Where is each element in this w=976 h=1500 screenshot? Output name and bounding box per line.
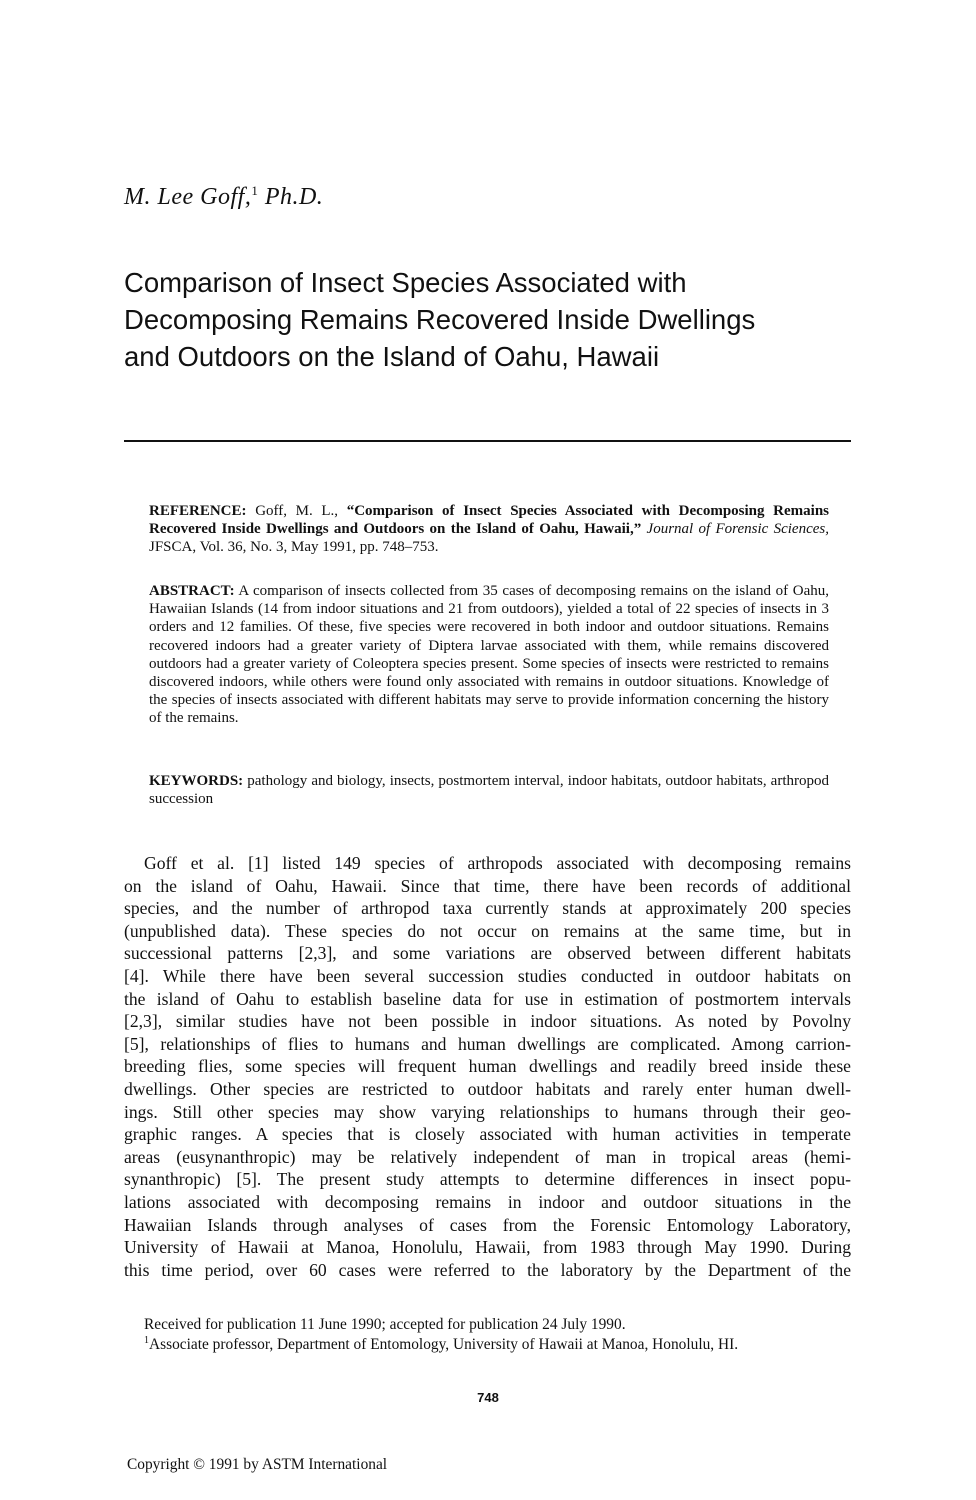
footnote-received: Received for publication 11 June 1990; accepted for publication 24 July 1990. (144, 1316, 626, 1333)
title-line-1: Comparison of Insect Species Associated with (124, 267, 687, 298)
title-divider (124, 440, 851, 442)
body-line: breeding flies, some species will frequent human dwellings and readily breed inside these (124, 1056, 851, 1077)
reference-label: REFERENCE: (149, 503, 247, 519)
body-line: Goff et al. [1] listed 149 species of arthropods associated with decomposing remains (144, 853, 851, 873)
body-line: (unpublished data). These species do not occur on remains at the same time, but in (124, 920, 851, 941)
body-line: [5], relationships of flies to humans and human dwellings are complicated. Among carrion- (124, 1033, 851, 1054)
keywords-block (149, 772, 829, 808)
reference-journal: Journal of Forensic Sciences, (646, 521, 829, 538)
reference-article-title: “Comparison of Insect Species Associated with Decomposing Remains Recovered Inside Dwellings and Outdoors on the Island of Oahu, Hawaii,” (149, 503, 829, 538)
title-line-2: Decomposing Remains Recovered Inside Dwellings (124, 304, 756, 335)
keywords-label: KEYWORDS: (149, 773, 244, 789)
body-line: graphic ranges. A species that is closely associated with human activities in temperate (124, 1124, 851, 1145)
body-line: successional patterns [2,3], and some variations are observed between different habitats (124, 943, 851, 964)
footnote-affiliation (144, 1335, 854, 1354)
abstract-text: A comparison of insects collected from 35 cases of decomposing remains on the island of Oahu, Hawaiian Islands (14 from indoor situations and 21 from outdoors), yielded a total of 22 species of insects in 3 orders and 12 families. Of these, five species were recovered in both indoor and outdoor situations. Remains recovered indoors had a greater variety of Diptera larvae associated with them, while remains discovered outdoors had a greater variety of Coleoptera species present. Some species of insects were restricted to remains discovered indoors, while others were found only associated with remains in outdoor situations. Knowledge of the species of insects associated with different habitats may serve to provide information concerning the history of the remains. (149, 583, 829, 727)
body-line: dwellings. Other species are restricted to outdoor habitats and rarely enter human dwell- (124, 1078, 851, 1099)
author-degree: Ph.D. (264, 184, 324, 210)
body-line: University of Hawaii at Manoa, Honolulu, Hawaii, from 1983 through May 1990. During (124, 1237, 851, 1258)
copyright-notice: Copyright © 1991 by ASTM International (127, 1456, 388, 1473)
page-number: 748 (477, 1390, 499, 1405)
affiliation-marker: 1 (144, 1335, 149, 1346)
reference-authors: Goff, M. L., (255, 503, 347, 519)
body-line: areas (eusynanthropic) may be relatively independent of man in tropical areas (hemi- (124, 1146, 851, 1167)
paper-title (124, 264, 864, 375)
title-line-3: and Outdoors on the Island of Oahu, Hawaii (124, 341, 660, 372)
body-line: synanthropic) [5]. The present study attempts to determine differences in insect popu- (124, 1169, 851, 1190)
keywords-text: pathology and biology, insects, postmortem interval, indoor habitats, outdoor habitats, arthropod succession (149, 773, 830, 808)
body-line: Hawaiian Islands through analyses of cases from the Forensic Entomology Laboratory, (124, 1214, 851, 1235)
body-line: ings. Still other species may show varying relationships to humans through their geo- (124, 1101, 851, 1122)
body-paragraph (124, 852, 851, 1281)
author-line (124, 183, 323, 211)
body-line: this time period, over 60 cases were referred to the laboratory by the Department of the (124, 1259, 851, 1280)
body-line: [4]. While there have been several succession studies conducted in outdoor habitats on (124, 965, 851, 986)
reference-block (149, 502, 829, 557)
body-line: the island of Oahu to establish baseline data for use in estimation of postmortem intervals (124, 988, 851, 1009)
reference-details: JFSCA, Vol. 36, No. 3, May 1991, pp. 748–753. (149, 539, 439, 556)
abstract-label: ABSTRACT: (149, 583, 235, 599)
author-footnote-marker: 1 (251, 183, 259, 198)
abstract-block (149, 582, 829, 728)
body-line: species, and the number of arthropod taxa currently stands at approximately 200 species (124, 898, 851, 919)
body-line: [2,3], similar studies have not been possible in indoor situations. As noted by Povolny (124, 1011, 851, 1032)
body-line: lations associated with decomposing remains in indoor and outdoor situations in the (124, 1191, 851, 1212)
affiliation-text: Associate professor, Department of Entomology, University of Hawaii at Manoa, Honolulu, HI. (149, 1336, 739, 1353)
body-line: on the island of Oahu, Hawaii. Since that time, there have been records of additional (124, 875, 851, 896)
author-name: M. Lee Goff, (124, 184, 252, 210)
